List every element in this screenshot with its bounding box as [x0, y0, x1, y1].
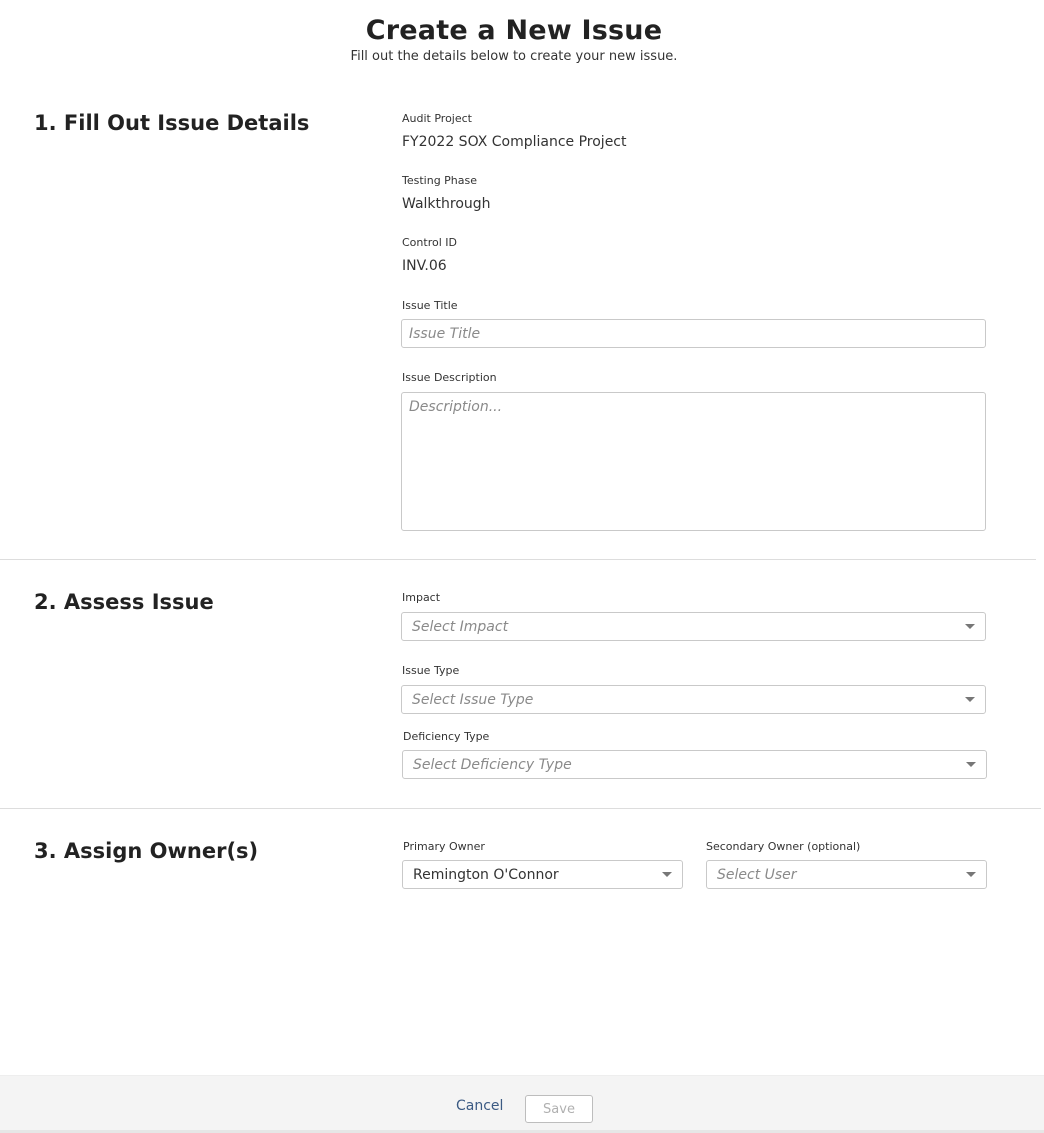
page-header [0, 14, 1028, 66]
issue-type-select-text: Select Issue Type [412, 691, 534, 708]
section-divider [0, 559, 1036, 560]
deficiency-type-label: Deficiency Type [403, 730, 490, 743]
save-button[interactable]: Save [525, 1095, 593, 1123]
primary-owner-select-text: Remington O'Connor [413, 866, 559, 883]
issue-title-input[interactable] [401, 319, 986, 348]
testing-phase-label: Testing Phase [402, 174, 478, 187]
control-id-label: Control ID [402, 236, 457, 249]
testing-phase-value: Walkthrough [402, 196, 491, 212]
cancel-button[interactable]: Cancel [456, 1098, 504, 1114]
audit-project-value: FY2022 SOX Compliance Project [402, 134, 627, 150]
impact-label: Impact [402, 591, 441, 604]
section-heading-assess: 2. Assess Issue [34, 590, 214, 614]
secondary-owner-select-text: Select User [717, 866, 797, 883]
primary-owner-select[interactable] [402, 860, 683, 889]
impact-select-text: Select Impact [412, 618, 509, 635]
issue-description-textarea[interactable] [401, 392, 986, 531]
chevron-down-icon [965, 697, 975, 702]
issue-type-label: Issue Type [402, 664, 460, 677]
issue-title-label: Issue Title [402, 299, 458, 312]
page-title: Create a New Issue [365, 15, 663, 46]
issue-type-select[interactable] [401, 685, 986, 714]
chevron-down-icon [662, 872, 672, 877]
control-id-value: INV.06 [402, 258, 447, 274]
secondary-owner-label: Secondary Owner (optional) [706, 840, 861, 853]
section-heading-details: 1. Fill Out Issue Details [34, 111, 310, 135]
chevron-down-icon [966, 762, 976, 767]
section-heading-owners: 3. Assign Owner(s) [34, 839, 259, 863]
primary-owner-label: Primary Owner [403, 840, 485, 853]
chevron-down-icon [966, 872, 976, 877]
audit-project-label: Audit Project [402, 112, 472, 125]
page-subtitle: Fill out the details below to create your new issue. [350, 49, 678, 64]
deficiency-type-select[interactable] [402, 750, 987, 779]
deficiency-type-select-text: Select Deficiency Type [413, 756, 572, 773]
section-divider [0, 808, 1041, 809]
chevron-down-icon [965, 624, 975, 629]
secondary-owner-select[interactable] [706, 860, 987, 889]
issue-description-label: Issue Description [402, 371, 497, 384]
impact-select[interactable] [401, 612, 986, 641]
form-footer [0, 1075, 1044, 1133]
